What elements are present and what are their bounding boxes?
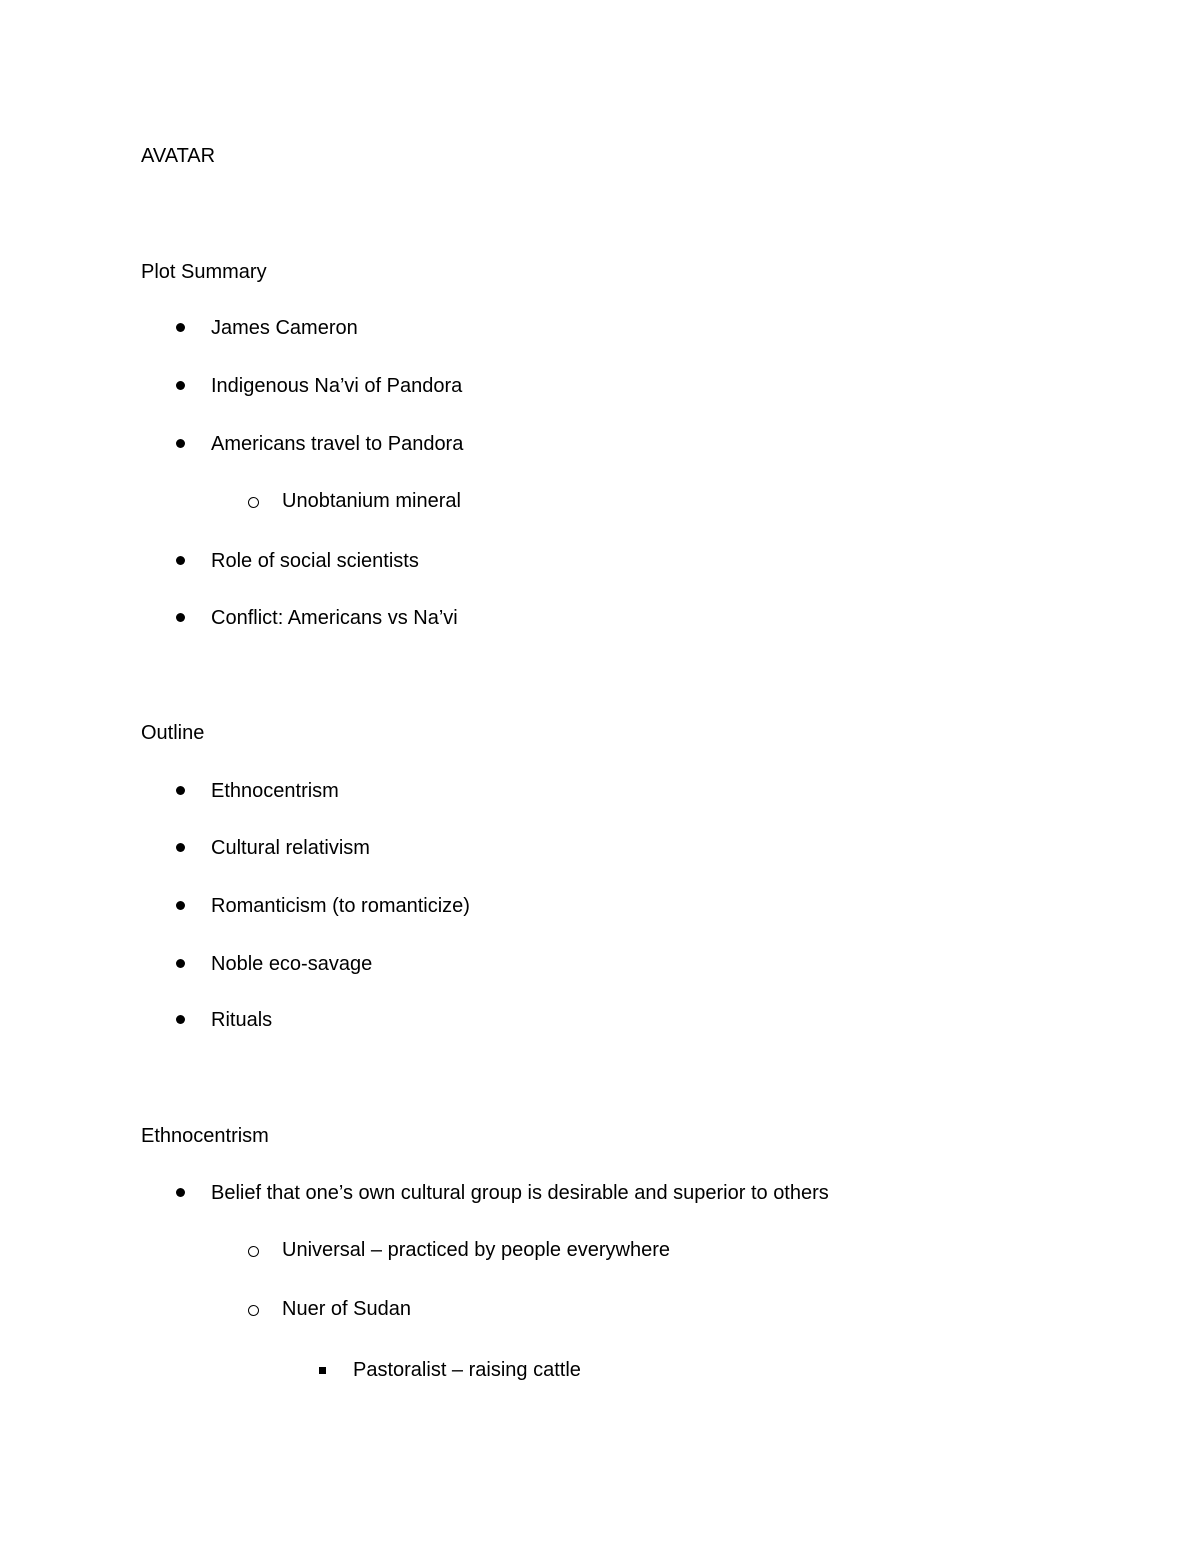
sub-list-item: Nuer of Sudan — [282, 1298, 411, 1320]
document-title: AVATAR — [141, 145, 216, 167]
bullet-icon — [176, 1015, 185, 1024]
list-item: Americans travel to Pandora — [211, 433, 464, 455]
bullet-icon — [176, 556, 185, 565]
section-heading-outline: Outline — [141, 722, 205, 744]
list-item: James Cameron — [211, 317, 358, 339]
bullet-icon — [176, 381, 185, 390]
square-bullet-icon — [319, 1367, 326, 1374]
list-item: Noble eco-savage — [211, 953, 373, 975]
list-item: Indigenous Na’vi of Pandora — [211, 375, 463, 397]
list-item: Ethnocentrism — [211, 780, 339, 802]
hollow-bullet-icon — [248, 1246, 259, 1257]
sub-list-item: Unobtanium mineral — [282, 490, 461, 512]
list-item: Cultural relativism — [211, 837, 370, 859]
section-heading-ethnocentrism: Ethnocentrism — [141, 1125, 269, 1147]
section-heading-plot-summary: Plot Summary — [141, 261, 267, 283]
bullet-icon — [176, 439, 185, 448]
list-item: Romanticism (to romanticize) — [211, 895, 470, 917]
bullet-icon — [176, 959, 185, 968]
bullet-icon — [176, 786, 185, 795]
bullet-icon — [176, 843, 185, 852]
hollow-bullet-icon — [248, 1305, 259, 1316]
bullet-icon — [176, 901, 185, 910]
bullet-icon — [176, 1188, 185, 1197]
bullet-icon — [176, 613, 185, 622]
bullet-icon — [176, 323, 185, 332]
list-item: Conflict: Americans vs Na’vi — [211, 607, 458, 629]
list-item: Belief that one’s own cultural group is desirable and superior to others — [211, 1182, 829, 1204]
sub-sub-list-item: Pastoralist – raising cattle — [353, 1359, 581, 1381]
sub-list-item: Universal – practiced by people everywhere — [282, 1239, 670, 1261]
list-item: Rituals — [211, 1009, 273, 1031]
hollow-bullet-icon — [248, 497, 259, 508]
list-item: Role of social scientists — [211, 550, 419, 572]
